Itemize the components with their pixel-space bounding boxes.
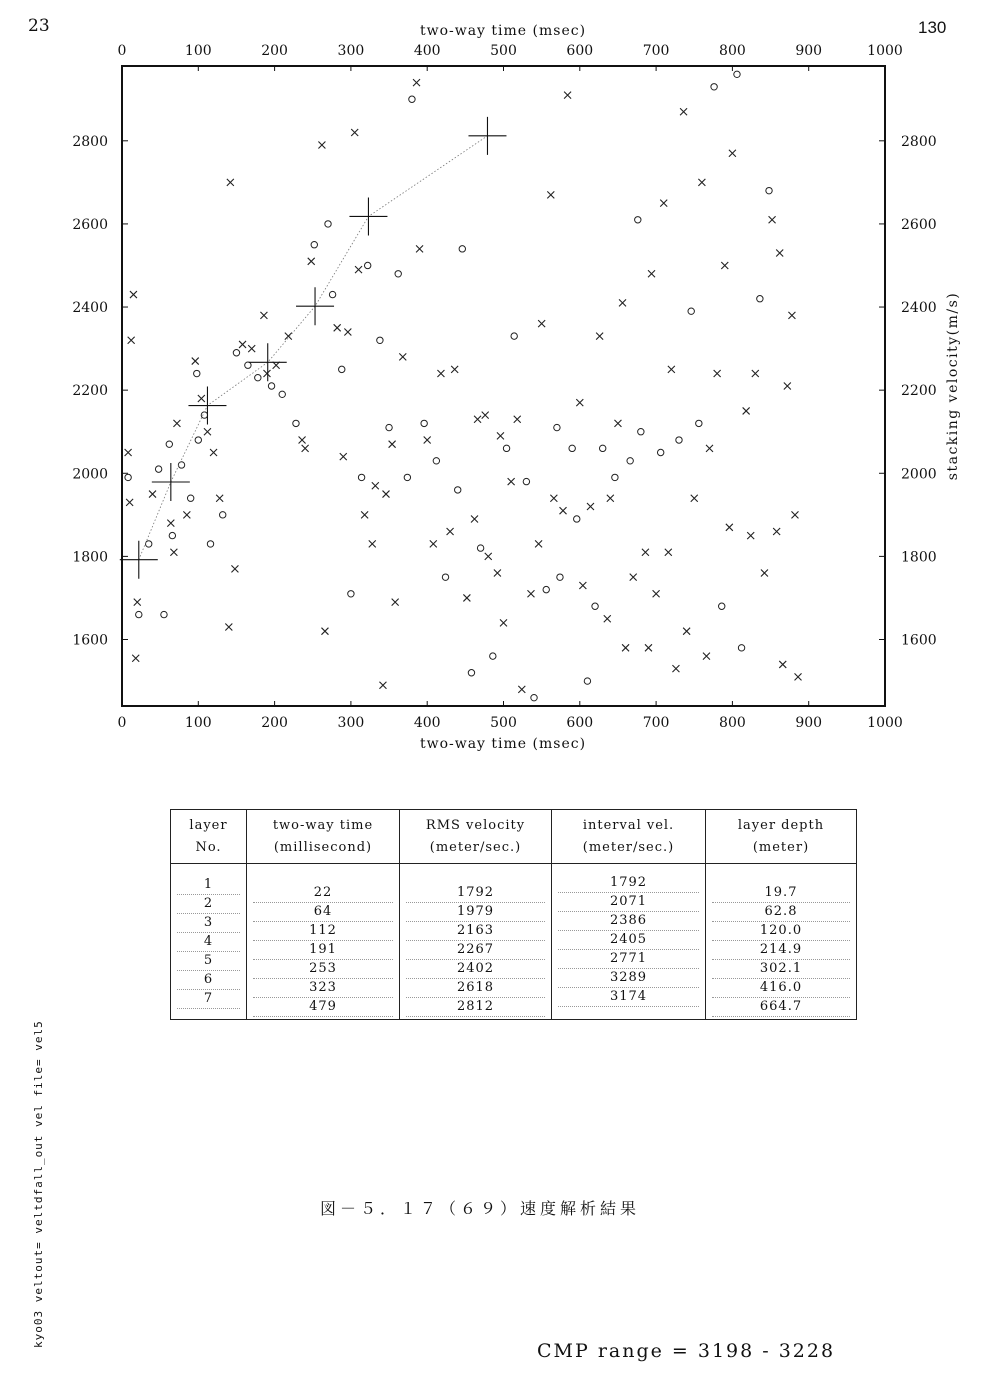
scatter-point-circle — [194, 370, 200, 376]
scatter-point-cross — [447, 528, 454, 535]
scatter-point-circle — [543, 586, 549, 592]
x-tick-label-top: 500 — [490, 43, 517, 59]
scatter-point-cross — [451, 366, 458, 373]
y-tick-label-right: 2000 — [901, 466, 937, 483]
scatter-point-cross — [126, 499, 133, 506]
scatter-point-cross — [500, 619, 507, 626]
scatter-point-circle — [339, 366, 345, 372]
scatter-point-circle — [187, 495, 193, 501]
scatter-point-circle — [569, 445, 575, 451]
scatter-point-cross — [382, 491, 389, 498]
picked-velocity-marker — [468, 117, 506, 155]
scatter-point-cross — [668, 366, 675, 373]
x-tick-label-bottom: 1000 — [867, 715, 903, 731]
x-tick-label-bottom: 500 — [490, 715, 517, 731]
table-cell: 19.7 — [712, 884, 850, 903]
x-axis-title-bottom: two-way time (msec) — [419, 736, 587, 752]
x-tick-label-top: 600 — [566, 43, 594, 59]
table-cell: 1792 — [558, 874, 699, 893]
scatter-point-circle — [395, 271, 401, 277]
y-tick-label-left: 2000 — [72, 466, 108, 483]
scatter-point-cross — [285, 333, 292, 340]
scatter-point-cross — [134, 599, 141, 606]
scatter-point-circle — [696, 420, 702, 426]
x-tick-label-top: 800 — [719, 43, 746, 59]
scatter-point-cross — [198, 395, 205, 402]
scatter-point-circle — [503, 445, 509, 451]
column-two-way-time — [247, 864, 400, 1020]
scatter-point-circle — [523, 478, 529, 484]
table-cell: 323 — [253, 979, 393, 998]
table-cell: 1792 — [406, 884, 545, 903]
table-cell: 2618 — [406, 979, 545, 998]
scatter-point-cross — [508, 478, 515, 485]
table-cell: 479 — [253, 998, 393, 1017]
scatter-point-cross — [227, 179, 234, 186]
scatter-point-cross — [183, 511, 190, 518]
scatter-point-cross — [747, 532, 754, 539]
x-tick-label-top: 1000 — [867, 43, 903, 59]
scatter-point-circle — [627, 458, 633, 464]
scatter-point-circle — [409, 96, 415, 102]
x-tick-label-top: 100 — [184, 43, 212, 59]
table-cell: 416.0 — [712, 979, 850, 998]
table-cell: 2071 — [558, 893, 699, 912]
scatter-point-circle — [531, 694, 537, 700]
y-tick-label-left: 2800 — [72, 133, 108, 150]
x-tick-label-bottom: 300 — [337, 715, 365, 731]
header-layer-depth: layer depth (meter) — [706, 810, 857, 864]
x-tick-label-top: 900 — [795, 43, 823, 59]
scatter-point-cross — [607, 495, 614, 502]
scatter-point-cross — [680, 108, 687, 115]
table-cell: 214.9 — [712, 941, 850, 960]
scatter-point-circle — [738, 645, 744, 651]
scatter-point-cross — [698, 179, 705, 186]
scatter-point-circle — [421, 420, 427, 426]
column-interval-velocity — [552, 864, 706, 1020]
scatter-point-cross — [547, 191, 554, 198]
table-cell: 664.7 — [712, 998, 850, 1017]
scatter-point-cross — [167, 520, 174, 527]
scatter-point-cross — [125, 449, 132, 456]
table-cell: 3 — [177, 914, 240, 933]
scatter-point-circle — [599, 445, 605, 451]
y-tick-label-right: 2200 — [901, 383, 937, 400]
scatter-point-circle — [719, 603, 725, 609]
scatter-point-cross — [231, 565, 238, 572]
table-cell: 2163 — [406, 922, 545, 941]
table-cell: 2405 — [558, 931, 699, 950]
scatter-point-cross — [660, 200, 667, 207]
scatter-point-cross — [216, 495, 223, 502]
scatter-point-circle — [442, 574, 448, 580]
scatter-point-cross — [672, 665, 679, 672]
scatter-point-circle — [477, 545, 483, 551]
table-cell: 22 — [253, 884, 393, 903]
scatter-point-cross — [485, 553, 492, 560]
x-tick-label-top: 0 — [117, 43, 127, 59]
x-tick-label-top: 700 — [642, 43, 670, 59]
table-cell: 112 — [253, 922, 393, 941]
y-tick-label-right: 1800 — [901, 549, 937, 566]
header-interval-velocity: interval vel. (meter/sec.) — [552, 810, 706, 864]
scatter-point-circle — [325, 221, 331, 227]
scatter-point-cross — [321, 628, 328, 635]
table-cell: 2402 — [406, 960, 545, 979]
header-two-way-time: two-way time (millisecond) — [247, 810, 400, 864]
y-tick-label-right: 1600 — [901, 632, 937, 649]
picked-velocity-marker — [152, 463, 190, 501]
scatter-point-circle — [433, 458, 439, 464]
y-tick-label-left: 2200 — [72, 383, 108, 400]
x-tick-label-top: 400 — [413, 43, 441, 59]
scatter-point-cross — [132, 655, 139, 662]
scatter-point-cross — [497, 432, 504, 439]
scatter-point-cross — [614, 420, 621, 427]
scatter-point-circle — [468, 670, 474, 676]
table-cell: 2267 — [406, 941, 545, 960]
scatter-point-cross — [776, 250, 783, 257]
page-number-right: 130 — [918, 18, 947, 37]
scatter-point-circle — [348, 591, 354, 597]
scatter-point-cross — [791, 511, 798, 518]
scatter-point-cross — [691, 495, 698, 502]
scatter-point-cross — [263, 370, 270, 377]
scatter-point-cross — [399, 353, 406, 360]
table-cell: 191 — [253, 941, 393, 960]
scatter-point-circle — [734, 71, 740, 77]
scatter-point-cross — [225, 624, 232, 631]
scatter-point-cross — [334, 324, 341, 331]
table-cell: 3174 — [558, 988, 699, 1007]
table-cell: 302.1 — [712, 960, 850, 979]
scatter-point-circle — [195, 437, 201, 443]
scatter-point-cross — [248, 345, 255, 352]
scatter-point-cross — [430, 540, 437, 547]
header-layer-no: layer No. — [171, 810, 247, 864]
scatter-point-cross — [149, 491, 156, 498]
table-cell: 4 — [177, 933, 240, 952]
scatter-point-cross — [344, 328, 351, 335]
scatter-point-cross — [743, 407, 750, 414]
layer-velocity-table — [170, 809, 857, 1020]
table-cell: 64 — [253, 903, 393, 922]
scatter-point-circle — [574, 516, 580, 522]
table-cell: 1979 — [406, 903, 545, 922]
table-cell: 6 — [177, 971, 240, 990]
y-axis-title: stacking velocity(m/s) — [945, 291, 961, 481]
scatter-point-cross — [721, 262, 728, 269]
scatter-point-circle — [688, 308, 694, 314]
x-tick-label-bottom: 900 — [795, 715, 823, 731]
picked-velocity-marker — [120, 541, 158, 579]
scatter-point-cross — [170, 549, 177, 556]
y-tick-label-left: 1800 — [72, 549, 108, 566]
scatter-point-cross — [494, 570, 501, 577]
scatter-point-circle — [757, 296, 763, 302]
picked-velocity-marker — [349, 197, 387, 235]
scatter-point-cross — [604, 615, 611, 622]
scatter-point-cross — [619, 299, 626, 306]
scatter-point-cross — [192, 358, 199, 365]
scatter-point-cross — [389, 441, 396, 448]
x-tick-label-bottom: 400 — [413, 715, 441, 731]
scatter-point-circle — [455, 487, 461, 493]
scatter-point-circle — [635, 217, 641, 223]
scatter-point-cross — [416, 245, 423, 252]
scatter-point-circle — [676, 437, 682, 443]
scatter-point-circle — [169, 532, 175, 538]
scatter-point-circle — [490, 653, 496, 659]
page-number-left: 23 — [28, 16, 50, 36]
table-header-row — [171, 810, 857, 864]
scatter-point-circle — [584, 678, 590, 684]
scatter-point-circle — [386, 424, 392, 430]
scatter-point-cross — [379, 682, 386, 689]
scatter-point-cross — [779, 661, 786, 668]
scatter-point-circle — [245, 362, 251, 368]
table-body-row — [171, 864, 857, 1020]
scatter-point-cross — [361, 511, 368, 518]
scatter-point-cross — [645, 644, 652, 651]
table-cell: 7 — [177, 990, 240, 1009]
plot-frame — [122, 66, 885, 706]
scatter-point-cross — [769, 216, 776, 223]
scatter-point-cross — [538, 320, 545, 327]
x-tick-label-bottom: 200 — [261, 715, 288, 731]
scatter-point-circle — [136, 611, 142, 617]
scatter-point-cross — [514, 416, 521, 423]
scatter-point-circle — [638, 429, 644, 435]
scatter-point-cross — [518, 686, 525, 693]
scatter-point-circle — [592, 603, 598, 609]
scatter-point-cross — [795, 673, 802, 680]
picked-velocity-line — [139, 136, 488, 560]
scatter-point-cross — [630, 574, 637, 581]
scatter-point-circle — [657, 449, 663, 455]
scatter-point-circle — [166, 441, 172, 447]
scatter-point-circle — [311, 242, 317, 248]
scatter-point-cross — [424, 437, 431, 444]
scatter-point-circle — [404, 474, 410, 480]
scatter-point-circle — [220, 512, 226, 518]
scatter-point-cross — [204, 428, 211, 435]
side-annotation — [28, 1020, 48, 1350]
x-tick-label-bottom: 100 — [184, 715, 212, 731]
y-tick-label-right: 2600 — [901, 216, 937, 233]
scatter-point-cross — [260, 312, 267, 319]
scatter-point-cross — [726, 524, 733, 531]
scatter-point-cross — [665, 549, 672, 556]
y-tick-label-left: 2400 — [72, 300, 108, 317]
table-cell: 1 — [177, 876, 240, 895]
scatter-point-cross — [372, 482, 379, 489]
scatter-point-cross — [706, 445, 713, 452]
table-cell: 62.8 — [712, 903, 850, 922]
y-tick-label-left: 1600 — [72, 632, 108, 649]
y-tick-label-right: 2800 — [901, 133, 937, 150]
scatter-point-cross — [474, 416, 481, 423]
scatter-point-cross — [318, 141, 325, 148]
scatter-point-cross — [622, 644, 629, 651]
scatter-point-cross — [788, 312, 795, 319]
scatter-point-cross — [471, 515, 478, 522]
scatter-point-cross — [729, 150, 736, 157]
picked-velocity-marker — [249, 343, 287, 381]
scatter-point-circle — [125, 474, 131, 480]
x-tick-label-bottom: 800 — [719, 715, 746, 731]
table-cell: 2386 — [558, 912, 699, 931]
x-tick-label-bottom: 700 — [642, 715, 670, 731]
scatter-point-circle — [155, 466, 161, 472]
scatter-point-circle — [612, 474, 618, 480]
scatter-point-circle — [511, 333, 517, 339]
column-layer-no — [171, 864, 247, 1020]
scatter-point-cross — [761, 570, 768, 577]
scatter-point-cross — [773, 528, 780, 535]
picked-velocity-marker — [296, 287, 334, 325]
scatter-point-cross — [564, 92, 571, 99]
scatter-point-cross — [173, 420, 180, 427]
scatter-point-cross — [463, 594, 470, 601]
scatter-point-circle — [161, 611, 167, 617]
scatter-point-cross — [683, 628, 690, 635]
scatter-point-cross — [355, 266, 362, 273]
scatter-point-circle — [329, 291, 335, 297]
scatter-point-cross — [703, 653, 710, 660]
figure-caption: 図－５．１７（６９）速度解析結果 — [320, 1199, 641, 1218]
scatter-point-circle — [178, 462, 184, 468]
scatter-point-cross — [784, 383, 791, 390]
scatter-point-circle — [268, 383, 274, 389]
x-tick-label-bottom: 600 — [566, 715, 594, 731]
scatter-point-cross — [576, 399, 583, 406]
scatter-point-circle — [207, 541, 213, 547]
scatter-point-circle — [293, 420, 299, 426]
scatter-point-circle — [255, 374, 261, 380]
scatter-point-cross — [648, 270, 655, 277]
picked-velocity-marker — [188, 387, 226, 425]
scatter-point-cross — [714, 370, 721, 377]
column-layer-depth — [706, 864, 857, 1020]
y-tick-label-left: 2600 — [72, 216, 108, 233]
x-tick-label-bottom: 0 — [117, 715, 127, 731]
scatter-point-cross — [351, 129, 358, 136]
table-cell: 2812 — [406, 998, 545, 1017]
scatter-point-cross — [596, 333, 603, 340]
x-axis-title-top: two-way time (msec) — [419, 23, 587, 39]
table-cell: 2 — [177, 895, 240, 914]
scatter-point-circle — [233, 350, 239, 356]
scatter-point-circle — [557, 574, 563, 580]
scatter-point-cross — [299, 437, 306, 444]
scatter-point-cross — [308, 258, 315, 265]
x-tick-label-top: 300 — [337, 43, 365, 59]
scatter-point-cross — [210, 449, 217, 456]
scatter-point-cross — [653, 590, 660, 597]
scatter-point-cross — [482, 412, 489, 419]
scatter-point-cross — [302, 445, 309, 452]
y-tick-label-right: 2400 — [901, 300, 937, 317]
table-cell: 2771 — [558, 950, 699, 969]
scatter-point-cross — [128, 337, 135, 344]
scatter-point-circle — [711, 84, 717, 90]
scatter-point-circle — [377, 337, 383, 343]
scatter-point-cross — [130, 291, 137, 298]
scatter-point-circle — [459, 246, 465, 252]
scatter-point-cross — [550, 495, 557, 502]
scatter-point-circle — [554, 424, 560, 430]
table-cell: 253 — [253, 960, 393, 979]
scatter-point-cross — [752, 370, 759, 377]
table-cell: 120.0 — [712, 922, 850, 941]
scatter-point-cross — [560, 507, 567, 514]
scatter-point-cross — [579, 582, 586, 589]
column-rms-velocity — [400, 864, 552, 1020]
scatter-point-circle — [146, 541, 152, 547]
scatter-point-cross — [535, 540, 542, 547]
table-cell: 5 — [177, 952, 240, 971]
header-rms-velocity: RMS velocity (meter/sec.) — [400, 810, 552, 864]
scatter-point-cross — [239, 341, 246, 348]
scatter-point-cross — [340, 453, 347, 460]
cmp-range-label: CMP range = 3198 - 3228 — [537, 1340, 836, 1362]
scatter-point-cross — [642, 549, 649, 556]
scatter-point-cross — [369, 540, 376, 547]
scatter-point-cross — [587, 503, 594, 510]
table-cell: 3289 — [558, 969, 699, 988]
side-annotation-text: kyo03 veltout= veltdfall_out vel file= vel5 — [32, 1020, 45, 1348]
x-tick-label-top: 200 — [261, 43, 288, 59]
scatter-point-cross — [392, 599, 399, 606]
scatter-point-circle — [279, 391, 285, 397]
scatter-point-cross — [437, 370, 444, 377]
scatter-point-circle — [201, 412, 207, 418]
scatter-point-circle — [364, 262, 370, 268]
scatter-point-cross — [413, 79, 420, 86]
scatter-point-circle — [766, 187, 772, 193]
scatter-point-circle — [358, 474, 364, 480]
scatter-point-cross — [527, 590, 534, 597]
